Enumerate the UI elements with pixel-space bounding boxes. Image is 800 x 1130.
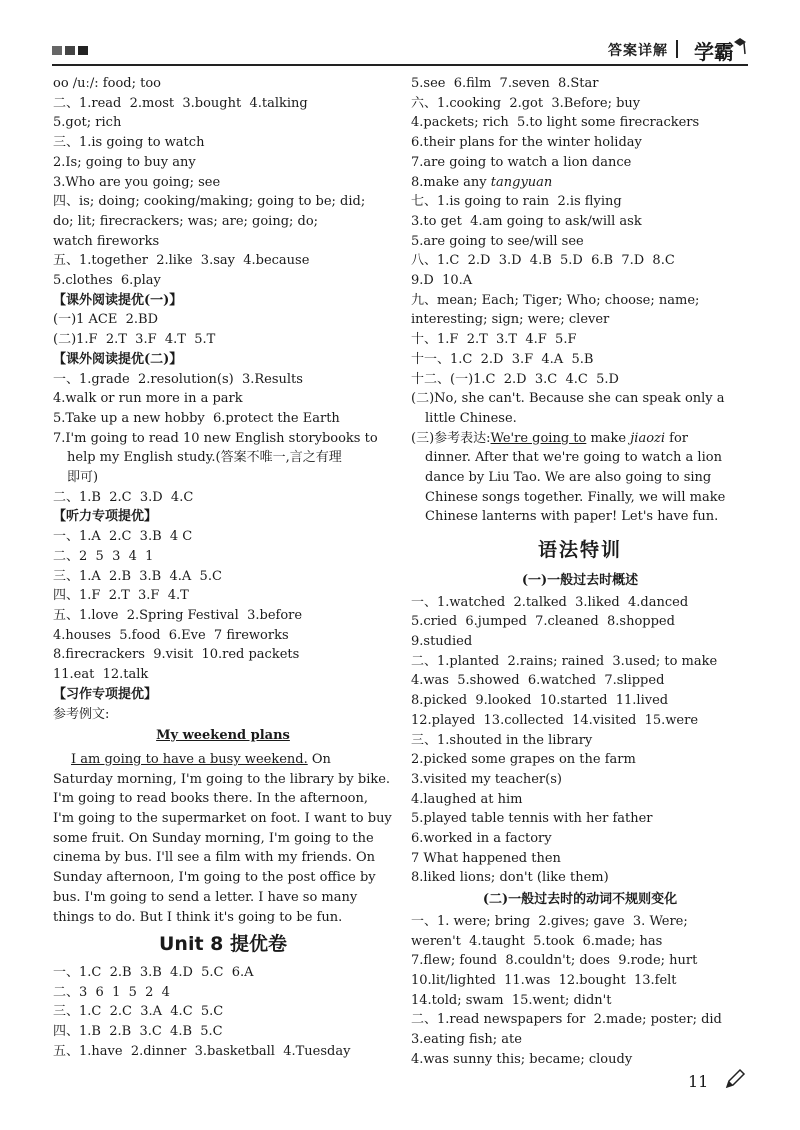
answer-line: 二、1.read 2.most 3.bought 4.talking — [53, 95, 308, 111]
answer-line: 十二、(一)1.C 2.D 3.C 4.C 5.D — [411, 371, 619, 387]
answer-line: Chinese songs together. Finally, we will make — [425, 489, 726, 505]
answer-text: (三)参考表达: — [411, 430, 491, 446]
answer-line: 5.are going to see/will see — [411, 233, 584, 249]
answer-line: 一、1.C 2.B 3.B 4.D 5.C 6.A — [53, 964, 254, 980]
answer-line: 8.firecrackers 9.visit 10.red packets — [53, 647, 300, 663]
answer-line: 三、1.is going to watch — [53, 135, 205, 151]
answer-line: 2.Is; going to buy any — [53, 154, 196, 170]
answer-line: help my English study.(答案不唯一,言之有理 — [67, 450, 342, 466]
answer-line: oo /uː/: food; too — [53, 76, 161, 91]
section-heading: 【课外阅读提优(二)】 — [53, 351, 183, 367]
answer-line: 五、1.have 2.dinner 3.basketball 4.Tuesday — [53, 1043, 351, 1059]
answer-line: 3.to get 4.am going to ask/will ask — [411, 213, 642, 229]
essay-line — [53, 750, 393, 770]
right-column — [411, 74, 749, 1069]
answer-line: 5.played table tennis with her father — [411, 811, 653, 827]
essay-line: cinema by bus. I'll see a film with my friends. On — [53, 850, 376, 866]
header-decor-blocks — [52, 46, 88, 55]
answer-line: 12.played 13.collected 14.visited 15.were — [411, 712, 699, 728]
answer-line: 11.eat 12.talk — [53, 667, 149, 683]
answer-line: 三、1.A 2.B 3.B 4.A 5.C — [53, 568, 222, 584]
page-number: 11 — [688, 1072, 709, 1091]
answer-line: 四、1.B 2.B 3.C 4.B 5.C — [53, 1024, 223, 1040]
answer-line: 五、1.love 2.Spring Festival 3.before — [53, 607, 303, 623]
header-brand: 学霸 — [694, 40, 734, 64]
answer-line — [411, 173, 749, 193]
section-heading: 【习作专项提优】 — [53, 686, 158, 702]
answer-line: 6.their plans for the winter holiday — [411, 135, 642, 151]
essay-line-rest: On — [307, 751, 331, 767]
essay-line: I'm going to the supermarket on foot. I want to buy — [53, 811, 392, 827]
answer-line: 10.lit/lighted 11.was 12.bought 13.felt — [411, 972, 677, 988]
answer-line: 一、1. were; bring 2.gives; gave 3. Were; — [411, 913, 688, 929]
answer-line: 二、1.planted 2.rains; rained 3.used; to make — [411, 653, 718, 669]
answer-line: (一)1 ACE 2.BD — [53, 312, 159, 328]
answer-line: 4.walk or run more in a park — [53, 391, 243, 407]
sub-title: (一)一般过去时概述 — [521, 572, 639, 588]
header-separator — [676, 40, 678, 58]
answer-line: (二)1.F 2.T 3.F 4.T 5.T — [53, 332, 216, 348]
answer-line: 9.D 10.A — [411, 273, 473, 289]
answer-line: 二、1.read newspapers for 2.made; poster; did — [411, 1012, 722, 1028]
answer-line: 9.studied — [411, 633, 473, 649]
page-header — [52, 36, 748, 66]
answer-line: 5.got; rich — [53, 115, 122, 131]
answer-text: 8.make any — [411, 174, 491, 190]
answer-line: little Chinese. — [425, 410, 517, 426]
answer-line: interesting; sign; were; clever — [411, 312, 610, 328]
answer-line: 八、1.C 2.D 3.D 4.B 5.D 6.B 7.D 8.C — [411, 253, 675, 269]
answer-line: dance by Liu Tao. We are also going to sing — [425, 470, 712, 486]
header-section-title: 答案详解 — [608, 43, 668, 59]
answer-line: 5.clothes 6.play — [53, 273, 161, 289]
answer-line: 十、1.F 2.T 3.T 4.F 5.F — [411, 332, 577, 348]
header-rule — [52, 64, 748, 66]
section-heading: 【课外阅读提优(一)】 — [53, 292, 183, 308]
answer-line: 8.picked 9.looked 10.started 11.lived — [411, 693, 669, 709]
mortarboard-icon — [732, 36, 748, 60]
answer-line: 6.worked in a factory — [411, 831, 552, 847]
answer-line: 四、1.F 2.T 3.F 4.T — [53, 588, 189, 604]
answer-line: weren't 4.taught 5.took 6.made; has — [411, 933, 663, 949]
section-heading: 【听力专项提优】 — [53, 509, 158, 525]
answer-line: watch fireworks — [53, 233, 160, 249]
answer-line: 8.liked lions; don't (like them) — [411, 870, 609, 886]
answer-line: 3.visited my teacher(s) — [411, 771, 562, 787]
answer-line: 参考例文: — [53, 706, 110, 722]
answer-line: 4.laughed at him — [411, 791, 523, 807]
essay-line: bus. I'm going to send a letter. I have so many — [53, 889, 358, 905]
answer-line: 4.houses 5.food 6.Eve 7 fireworks — [53, 627, 289, 643]
answer-line: 二、2 5 3 4 1 — [53, 548, 154, 564]
answer-line: 5.see 6.film 7.seven 8.Star — [411, 76, 599, 91]
italic-word: tangyuan — [490, 174, 553, 190]
essay-title-text: My weekend plans — [156, 728, 290, 744]
answer-line: dinner. After that we're going to watch a lion — [425, 450, 722, 466]
answer-line — [411, 429, 749, 449]
unit-title: Unit 8 提优卷 — [159, 933, 287, 956]
answer-line: 四、is; doing; cooking/making; going to be; did; — [53, 194, 366, 210]
answer-line: Chinese lanterns with paper! Let's have fun. — [425, 509, 719, 525]
underlined-phrase: We're going to — [490, 430, 587, 446]
essay-underlined-sentence: I am going to have a busy weekend. — [71, 751, 308, 767]
answer-line: 2.picked some grapes on the farm — [411, 752, 636, 768]
answer-line: 一、1.grade 2.resolution(s) 3.Results — [53, 371, 303, 387]
answer-line: 七、1.is going to rain 2.is flying — [411, 194, 622, 210]
answer-line: 3.eating fish; ate — [411, 1032, 522, 1048]
answer-line: 5.Take up a new hobby 6.protect the Earth — [53, 410, 340, 426]
answer-line: 7 What happened then — [411, 850, 561, 866]
answer-line: 4.was 5.showed 6.watched 7.slipped — [411, 673, 665, 689]
left-column — [53, 74, 393, 1061]
answer-line: 二、1.B 2.C 3.D 4.C — [53, 489, 194, 505]
answer-line: 三、1.C 2.C 3.A 4.C 5.C — [53, 1004, 224, 1020]
pencil-icon — [724, 1068, 746, 1090]
essay-line: some fruit. On Sunday morning, I'm going to the — [53, 830, 374, 846]
essay-title — [53, 726, 393, 746]
answer-line: 4.packets; rich 5.to light some firecrackers — [411, 115, 700, 131]
answer-line: 4.was sunny this; became; cloudy — [411, 1051, 633, 1067]
essay-line: Sunday afternoon, I'm going to the post office by — [53, 870, 376, 886]
answer-line: 六、1.cooking 2.got 3.Before; buy — [411, 95, 641, 111]
answer-line: 九、mean; Each; Tiger; Who; choose; name; — [411, 292, 700, 308]
sub-title: (二)一般过去时的动词不规则变化 — [482, 892, 678, 908]
answer-line: 一、1.A 2.C 3.B 4 C — [53, 529, 193, 545]
answer-line: 7.flew; found 8.couldn't; does 9.rode; hurt — [411, 953, 698, 969]
answer-line: 7.are going to watch a lion dance — [411, 154, 632, 170]
answer-line: 一、1.watched 2.talked 3.liked 4.danced — [411, 594, 689, 610]
answer-line: 三、1.shouted in the library — [411, 732, 593, 748]
essay-line: I'm going to read books there. In the afternoon, — [53, 791, 369, 807]
answer-line: 五、1.together 2.like 3.say 4.because — [53, 253, 310, 269]
answer-line: do; lit; firecrackers; was; are; going; do; — [53, 213, 319, 229]
answer-line: 即可) — [67, 470, 99, 486]
answer-line: (二)No, she can't. Because she can speak only a — [411, 391, 725, 407]
grammar-title: 语法特训 — [537, 539, 622, 562]
essay-line: things to do. But I think it's going to be fun. — [53, 909, 343, 925]
answer-line: 14.told; swam 15.went; didn't — [411, 992, 612, 1008]
answer-text: make — [586, 430, 631, 446]
answer-line: 7.I'm going to read 10 new English storybooks to — [53, 430, 378, 446]
answer-line: 5.cried 6.jumped 7.cleaned 8.shopped — [411, 614, 675, 630]
answer-text: for — [665, 430, 689, 446]
essay-line: Saturday morning, I'm going to the library by bike. — [53, 771, 391, 787]
italic-word: jiaozi — [630, 430, 666, 446]
answer-line: 十一、1.C 2.D 3.F 4.A 5.B — [411, 351, 594, 367]
answer-line: 二、3 6 1 5 2 4 — [53, 984, 170, 1000]
answer-line: 3.Who are you going; see — [53, 174, 221, 190]
